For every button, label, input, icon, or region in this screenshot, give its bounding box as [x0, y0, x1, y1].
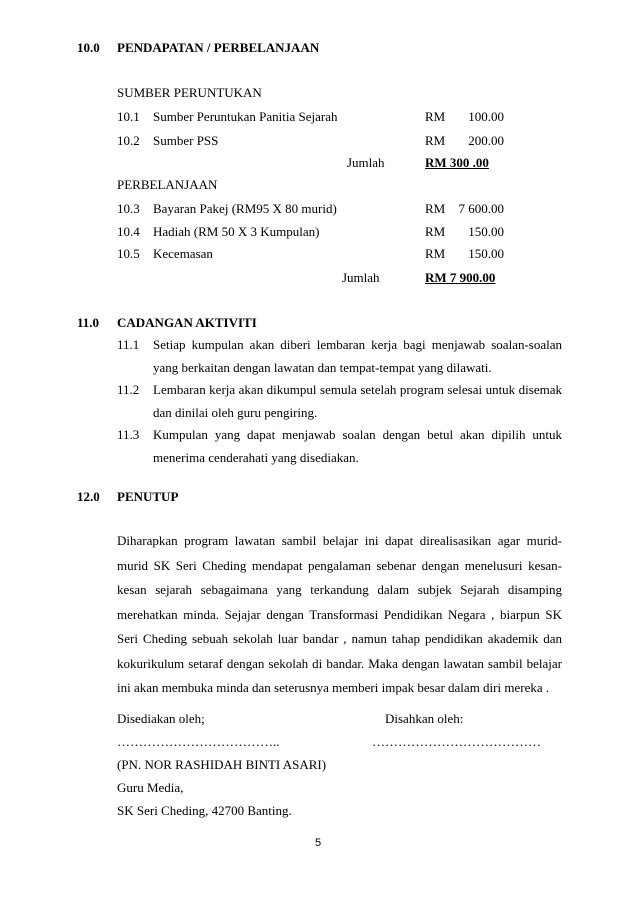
school-address: SK Seri Cheding, 42700 Banting.: [117, 803, 292, 818]
section-12-title: PENUTUP: [117, 489, 179, 504]
item-description: Sumber PSS: [153, 133, 219, 148]
preparer-role: Guru Media,: [117, 780, 184, 795]
item-text: Setiap kumpulan akan diberi lembaran kerja bagi menjawab soalan-soalan yang berkaitan dengan lawatan dan tempat-tempat yang dilawati.: [153, 337, 562, 375]
perbelanjaan-heading: PERBELANJAAN: [117, 177, 218, 192]
item-number: 10.4: [117, 224, 140, 239]
section-12-number: 12.0: [77, 489, 100, 504]
item-amount: 7 600.00: [458, 201, 504, 216]
item-number: 10.3: [117, 201, 140, 216]
item-currency: RM: [425, 224, 446, 239]
section-11-title: CADANGAN AKTIVITI: [117, 315, 257, 330]
item-amount: 150.00: [468, 246, 504, 261]
approved-by-label: Disahkan oleh:: [385, 711, 464, 726]
item-number: 11.1: [117, 337, 140, 352]
jumlah-label: Jumlah: [342, 270, 380, 285]
item-description: Bayaran Pakej (RM95 X 80 murid): [153, 201, 337, 216]
item-currency: RM: [425, 133, 446, 148]
sumber-heading: SUMBER PERUNTUKAN: [117, 85, 262, 100]
item-number: 10.1: [117, 109, 140, 124]
item-description: Sumber Peruntukan Panitia Sejarah: [153, 109, 338, 124]
item-text: Lembaran kerja akan dikumpul semula setelah program selesai untuk disemak dan dinilai oleh guru pengiring.: [153, 382, 562, 420]
item-currency: RM: [425, 201, 446, 216]
jumlah-total: RM 300 .00: [425, 155, 489, 170]
item-amount: 150.00: [468, 224, 504, 239]
item-text: Kumpulan yang dapat menjawab soalan dengan betul akan dipilih untuk menerima cenderahati yang disediakan.: [153, 427, 562, 465]
preparer-name: (PN. NOR RASHIDAH BINTI ASARI): [117, 757, 327, 772]
penutup-paragraph: Diharapkan program lawatan sambil belajar ini dapat direalisasikan agar murid-murid SK Seri Cheding mendapat pengalaman sebenar dengan menelusuri kesan-kesan sejarah sebagaimana yang terkandung dalam subjek Sejarah disamping merehatkan minda. Sejajar dengan Transformasi Pendidikan Negara , biarpun SK Seri Cheding sebuah sekolah luar bandar , namun tahap pendidikan akademik dan kokurikulum setaraf dengan sekolah di bandar. Maka dengan lawatan sambil belajar ini akan membuka minda dan seterusnya memberi impak besar dalam diri mereka .: [117, 533, 562, 695]
item-amount: 100.00: [468, 109, 504, 124]
item-number: 10.2: [117, 133, 140, 148]
item-currency: RM: [425, 109, 446, 124]
page-number: 5: [315, 837, 322, 849]
section-11-number: 11.0: [77, 315, 100, 330]
signature-line-left: ………………………………..: [117, 734, 280, 749]
jumlah-label: Jumlah: [347, 155, 385, 170]
item-amount: 200.00: [468, 133, 504, 148]
item-currency: RM: [425, 246, 446, 261]
item-number: 10.5: [117, 246, 140, 261]
item-description: Hadiah (RM 50 X 3 Kumpulan): [153, 224, 320, 239]
item-number: 11.3: [117, 427, 140, 442]
prepared-by-label: Disediakan oleh;: [117, 711, 205, 726]
signature-line-right: …………………………………: [372, 734, 541, 749]
item-description: Kecemasan: [153, 246, 213, 261]
item-number: 11.2: [117, 382, 140, 397]
jumlah-total: RM 7 900.00: [425, 270, 496, 285]
section-10-number: 10.0: [77, 40, 100, 55]
section-10-title: PENDAPATAN / PERBELANJAAN: [117, 40, 320, 55]
